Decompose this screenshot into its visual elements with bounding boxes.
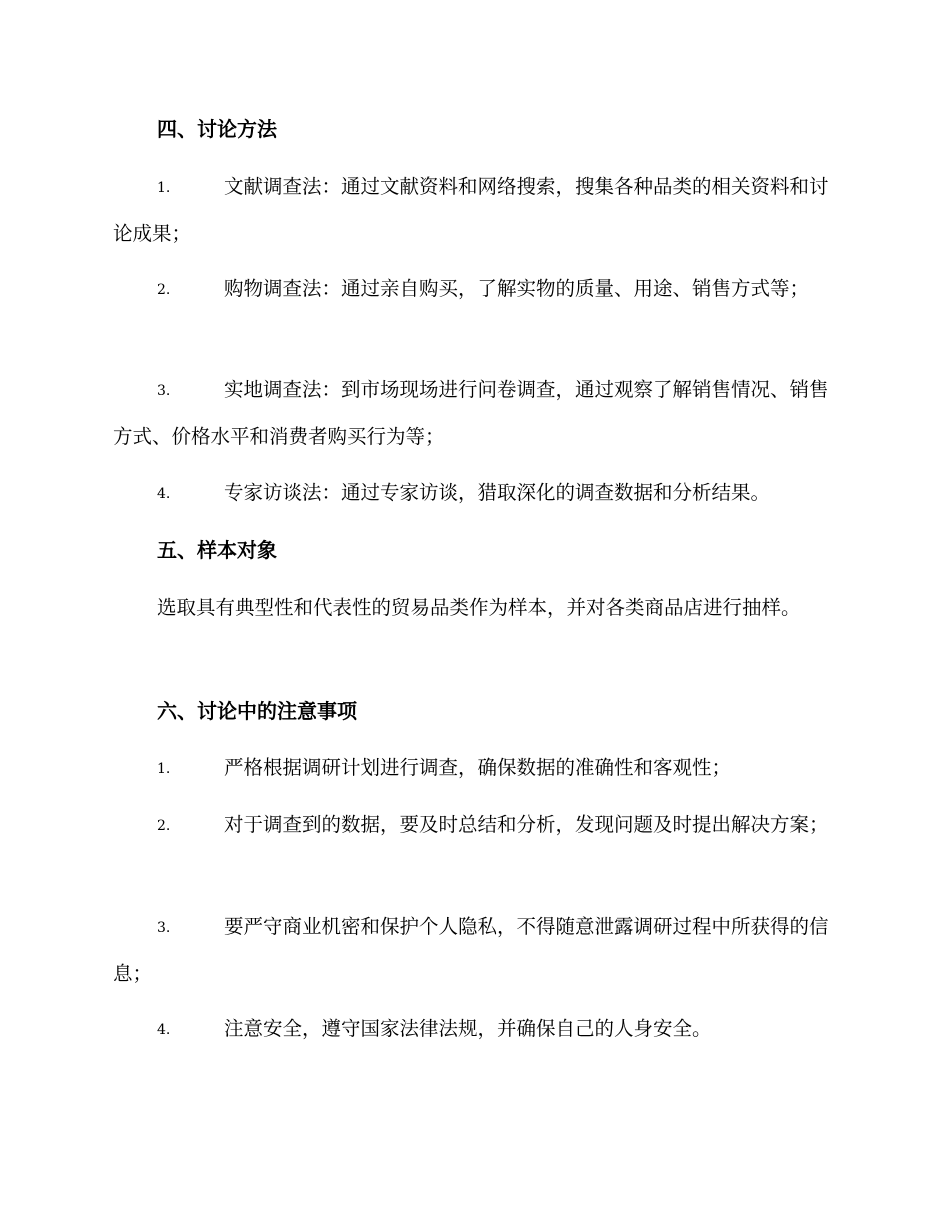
list-item	[113, 802, 837, 849]
list-item-text: 文献调查法：通过文献资料和网络搜索，搜集各种品类的相关资料和讨论成果；	[113, 175, 829, 245]
list-item	[113, 266, 837, 313]
list-item-text: 购物调查法：通过亲自购买，了解实物的质量、用途、销售方式等；	[224, 277, 810, 300]
list-item-text: 实地调查法：到市场现场进行问卷调查，通过观察了解销售情况、销售方式、价格水平和消费者购买行为等；	[113, 378, 829, 448]
section-heading-sample: 五、样本对象	[157, 538, 277, 562]
list-item-text: 严格根据调研计划进行调查，确保数据的准确性和客观性；	[224, 756, 732, 779]
list-item-text: 对于调查到的数据，要及时总结和分析，发现问题及时提出解决方案；	[224, 813, 829, 836]
list-item	[113, 745, 837, 792]
list-number: 3.	[157, 920, 171, 936]
list-number: 2.	[157, 282, 171, 298]
list-item-text: 要严守商业机密和保护个人隐私，不得随意泄露调研过程中所获得的信息；	[113, 915, 829, 985]
list-number: 4.	[157, 1022, 171, 1038]
list-item	[113, 470, 837, 517]
list-number: 2.	[157, 818, 171, 834]
list-number: 3.	[157, 383, 171, 399]
list-item	[113, 164, 837, 256]
list-item	[113, 367, 837, 459]
list-item	[113, 904, 837, 996]
list-number: 1.	[157, 761, 171, 777]
section-heading-methods: 四、讨论方法	[157, 117, 277, 141]
list-item-text: 注意安全，遵守国家法律法规，并确保自己的人身安全。	[224, 1017, 712, 1040]
list-number: 4.	[157, 486, 171, 502]
list-item	[113, 1006, 837, 1053]
section-heading-notes: 六、讨论中的注意事项	[157, 699, 357, 723]
list-number: 1.	[157, 180, 171, 196]
sample-paragraph: 选取具有典型性和代表性的贸易品类作为样本，并对各类商品店进行抽样。	[157, 596, 801, 619]
list-item-text: 专家访谈法：通过专家访谈，猎取深化的调查数据和分析结果。	[224, 481, 771, 504]
